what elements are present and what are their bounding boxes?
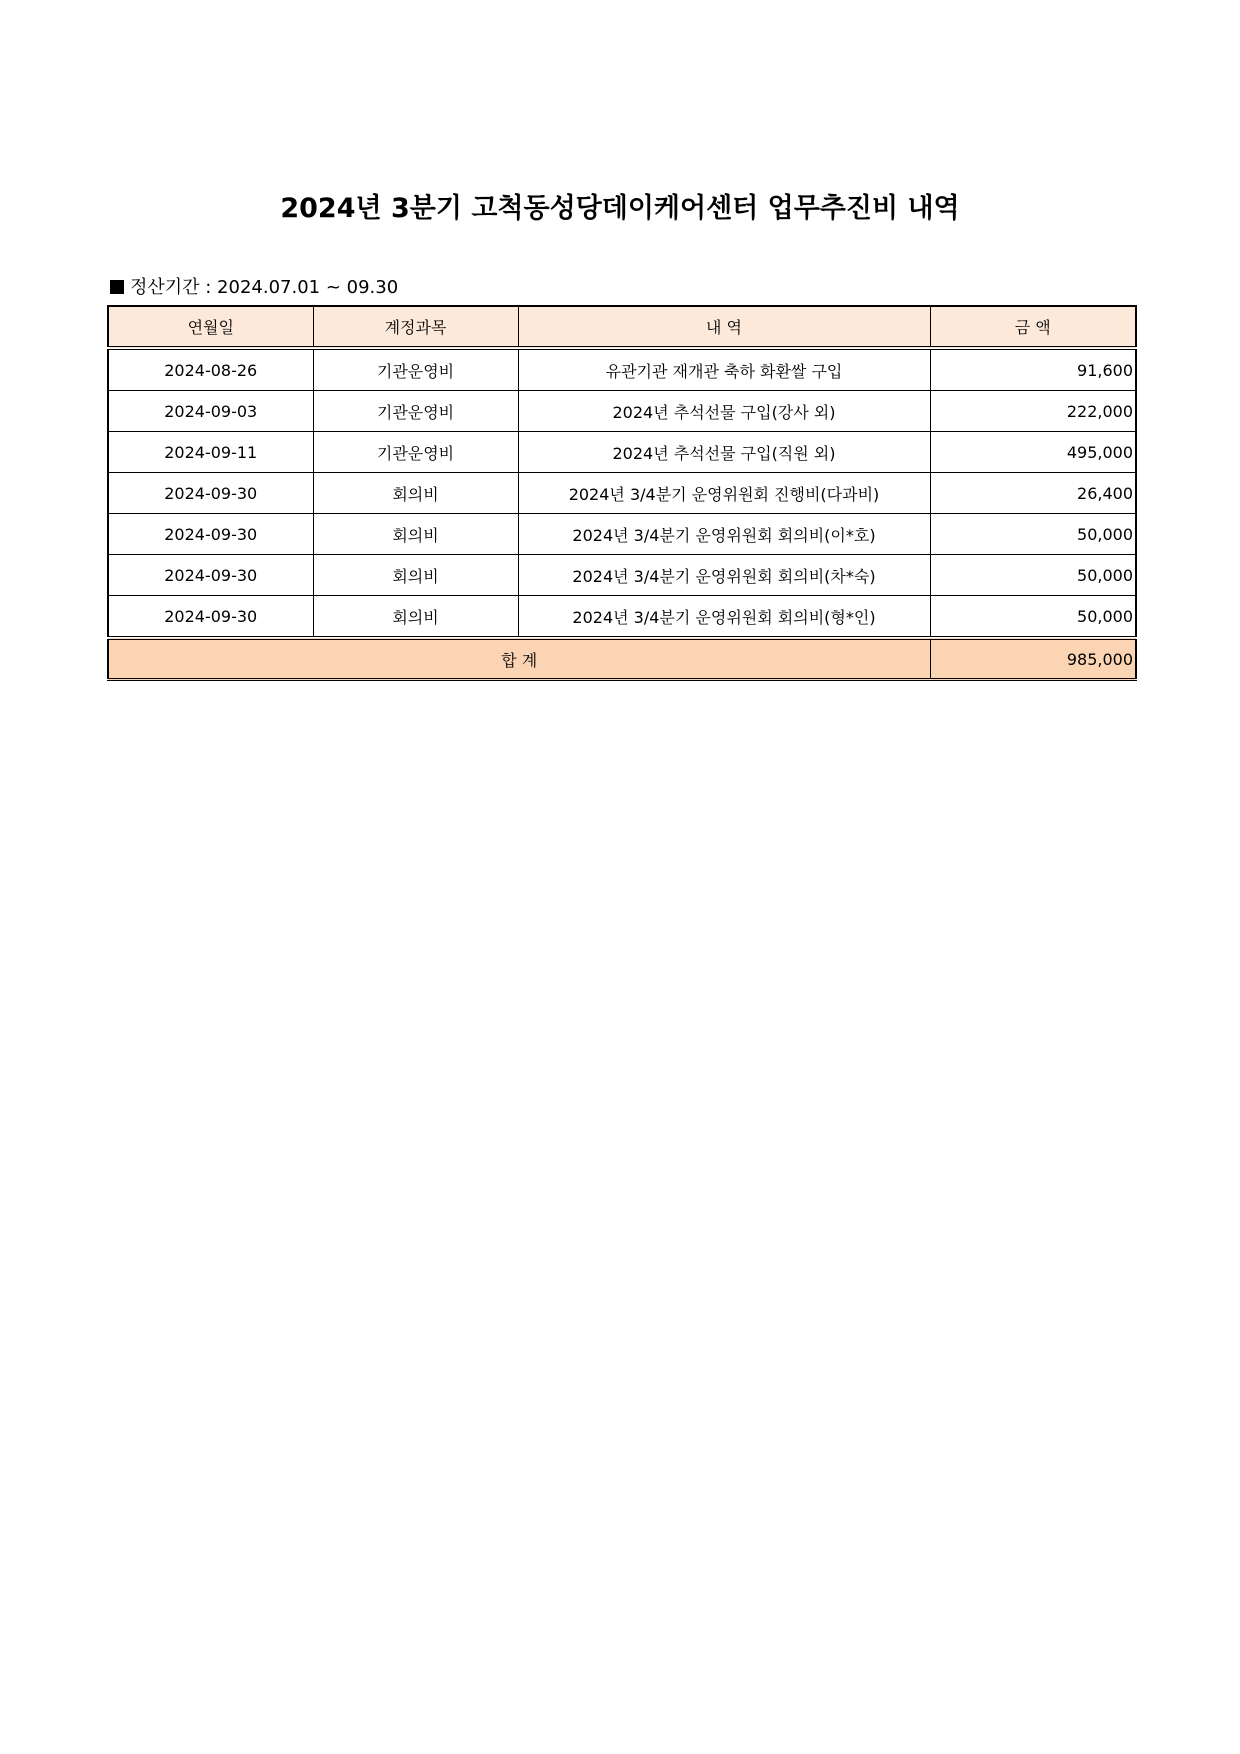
square-bullet-icon [110,280,124,294]
cell-date: 2024-09-11 [108,432,313,473]
header-detail: 내 역 [518,306,930,348]
expense-table [107,305,1137,681]
cell-detail: 2024년 추석선물 구입(직원 외) [518,432,930,473]
cell-amount: 50,000 [930,514,1136,555]
table-row [108,473,1136,514]
cell-detail: 2024년 추석선물 구입(강사 외) [518,391,930,432]
cell-amount: 50,000 [930,555,1136,596]
page-title: 2024년 3분기 고척동성당데이케어센터 업무추진비 내역 [280,193,960,224]
cell-account: 회의비 [313,596,518,639]
total-row [108,638,1136,680]
table-row [108,391,1136,432]
settlement-period [110,273,398,299]
cell-detail: 유관기관 재개관 축하 화환쌀 구입 [518,348,930,391]
total-amount: 985,000 [930,638,1136,680]
cell-amount: 91,600 [930,348,1136,391]
cell-detail: 2024년 3/4분기 운영위원회 진행비(다과비) [518,473,930,514]
cell-account: 기관운영비 [313,348,518,391]
cell-detail: 2024년 3/4분기 운영위원회 회의비(형*인) [518,596,930,639]
cell-date: 2024-08-26 [108,348,313,391]
table-header-row [108,306,1136,348]
cell-date: 2024-09-30 [108,596,313,639]
cell-date: 2024-09-30 [108,514,313,555]
cell-amount: 495,000 [930,432,1136,473]
cell-account: 기관운영비 [313,432,518,473]
table-row [108,432,1136,473]
header-date: 연월일 [108,306,313,348]
cell-date: 2024-09-30 [108,473,313,514]
header-amount: 금 액 [930,306,1136,348]
settlement-period-text: 정산기간 : 2024.07.01 ~ 09.30 [130,277,399,298]
cell-account: 기관운영비 [313,391,518,432]
table-row [108,596,1136,639]
cell-account: 회의비 [313,473,518,514]
total-label: 합 계 [108,638,930,680]
cell-detail: 2024년 3/4분기 운영위원회 회의비(이*호) [518,514,930,555]
cell-date: 2024-09-03 [108,391,313,432]
cell-amount: 50,000 [930,596,1136,639]
table-row [108,348,1136,391]
cell-account: 회의비 [313,555,518,596]
cell-account: 회의비 [313,514,518,555]
table-row [108,514,1136,555]
cell-amount: 222,000 [930,391,1136,432]
table-row [108,555,1136,596]
cell-detail: 2024년 3/4분기 운영위원회 회의비(차*숙) [518,555,930,596]
cell-amount: 26,400 [930,473,1136,514]
cell-date: 2024-09-30 [108,555,313,596]
header-account: 계정과목 [313,306,518,348]
